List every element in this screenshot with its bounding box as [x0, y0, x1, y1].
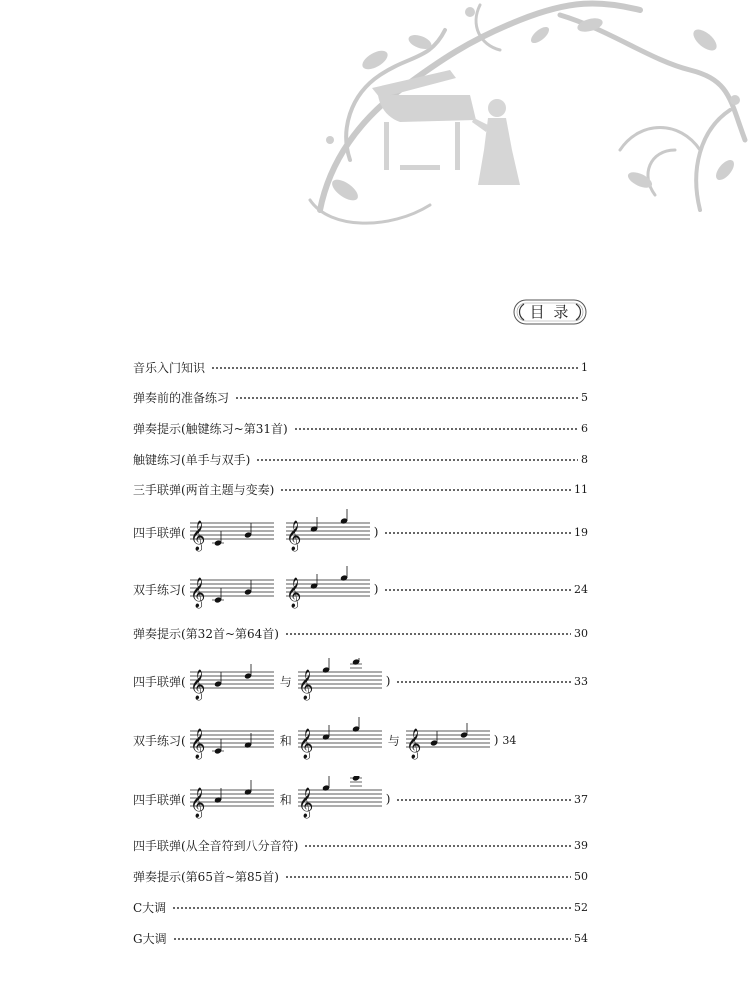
music-staff [296, 658, 384, 704]
dot-leader [384, 589, 571, 591]
music-staff [296, 717, 384, 763]
toc-entry-music[interactable] [133, 658, 588, 704]
music-staff [296, 776, 384, 822]
toc-entry-page: 30 [574, 626, 588, 640]
toc-entry-page: 39 [574, 838, 588, 852]
toc-heading [510, 298, 590, 326]
toc-entry-music[interactable] [133, 509, 588, 555]
music-staff [404, 717, 492, 763]
dot-leader [280, 489, 571, 491]
toc-entry-title: 弹奏前的准备练习 [133, 390, 230, 405]
toc-entry[interactable] [133, 356, 588, 378]
toc-entry-title: 三手联弹(两首主题与变奏) [133, 482, 275, 497]
treble-clef-icon: 𝄞 [189, 729, 206, 759]
treble-clef-icon: 𝄞 [189, 578, 206, 608]
toc-entry-page: 1 [581, 360, 588, 374]
dot-leader [304, 845, 571, 847]
treble-clef-icon: 𝄞 [189, 670, 206, 700]
music-staff [188, 717, 276, 763]
treble-clef-icon: 𝄞 [285, 578, 302, 608]
toc-entry-title-end: ) [373, 582, 379, 596]
toc-entry-page: 34 [502, 733, 517, 747]
toc-entry-page: 52 [574, 900, 588, 914]
piano-vine-ornament [0, 0, 750, 230]
staff-group [186, 509, 374, 555]
toc-entry-title: 四手联弹( [133, 674, 186, 689]
toc-entry-page: 37 [574, 792, 588, 806]
toc-entry-music[interactable] [133, 566, 588, 612]
toc-entry-page: 5 [581, 390, 588, 404]
treble-clef-icon: 𝄞 [297, 670, 314, 700]
dot-leader [285, 876, 571, 878]
toc-entry-page: 50 [574, 869, 588, 883]
toc-entry[interactable] [133, 896, 588, 918]
toc-entry[interactable] [133, 386, 588, 408]
toc-entry-page: 11 [574, 482, 588, 496]
treble-clef-icon: 𝄞 [189, 521, 206, 551]
toc-entry-title-end: ) [385, 674, 391, 688]
toc-entry-page: 8 [581, 452, 588, 466]
toc-entry-page: 54 [574, 931, 588, 945]
toc-entry-title: 四手联弹( [133, 792, 186, 807]
treble-clef-icon: 𝄞 [297, 729, 314, 759]
toc-entry[interactable] [133, 834, 588, 856]
music-staff [284, 566, 372, 612]
toc-entry-title: 弹奏提示(第32首~第64首) [133, 626, 279, 641]
dot-leader [256, 459, 578, 461]
toc-entry-title: 双手练习( [133, 733, 186, 748]
toc-entry-title: 弹奏提示(触键练习~第31首) [133, 421, 288, 436]
music-staff [284, 509, 372, 555]
music-staff [188, 658, 276, 704]
dot-leader [173, 938, 571, 940]
staff-group [186, 717, 494, 763]
treble-clef-icon: 𝄞 [405, 729, 422, 759]
staff-group [186, 776, 386, 822]
staff-separator: 和 [279, 733, 292, 748]
toc-entry[interactable] [133, 448, 588, 470]
treble-clef-icon: 𝄞 [297, 788, 314, 818]
toc-entry-title: 触键练习(单手与双手) [133, 452, 251, 467]
toc-entry-title: 四手联弹(从全音符到八分音符) [133, 838, 299, 853]
toc-entry[interactable] [133, 622, 588, 644]
toc-entry-page: 6 [581, 421, 588, 435]
dot-leader [384, 532, 571, 534]
toc-entry[interactable] [133, 927, 588, 949]
treble-clef-icon: 𝄞 [285, 521, 302, 551]
toc-entry-title: G大调 [133, 931, 167, 946]
toc-entry-title: C大调 [133, 900, 167, 915]
music-staff [188, 566, 276, 612]
toc-entry-title-end: ) [373, 525, 379, 539]
dot-leader [294, 428, 578, 430]
treble-clef-icon: 𝄞 [189, 788, 206, 818]
toc-entry-title: 双手练习( [133, 582, 186, 597]
toc-entry-title-end: ) [493, 733, 499, 747]
staff-separator: 与 [387, 733, 400, 748]
dot-leader [172, 907, 571, 909]
toc-entry-title-end: ) [385, 792, 391, 806]
toc-entry[interactable] [133, 865, 588, 887]
dot-leader [235, 397, 578, 399]
toc-entry[interactable] [133, 417, 588, 439]
toc-entry-title: 音乐入门知识 [133, 360, 206, 375]
toc-entry-title: 四手联弹( [133, 525, 186, 540]
staff-separator: 与 [279, 674, 292, 689]
toc-entry[interactable] [133, 478, 588, 500]
staff-group [186, 566, 374, 612]
music-staff [188, 509, 276, 555]
toc-entry-music[interactable] [133, 776, 588, 822]
toc-heading-text: 目 录 [529, 303, 571, 321]
toc-entry-page: 19 [574, 525, 588, 539]
dot-leader [396, 681, 571, 683]
staff-separator: 和 [279, 792, 292, 807]
dot-leader [285, 633, 571, 635]
toc-entry-music[interactable] [133, 717, 588, 763]
dot-leader [396, 799, 571, 801]
toc-entry-page: 24 [574, 582, 588, 596]
dot-leader [211, 367, 578, 369]
staff-group [186, 658, 386, 704]
toc-entry-title: 弹奏提示(第65首~第85首) [133, 869, 279, 884]
music-staff [188, 776, 276, 822]
toc-entry-page: 33 [574, 674, 588, 688]
